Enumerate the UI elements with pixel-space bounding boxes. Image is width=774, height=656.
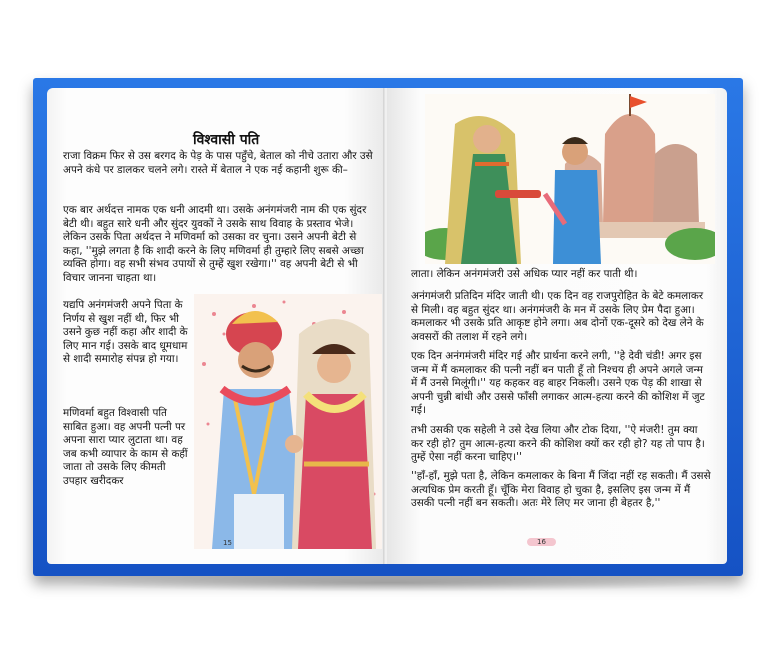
page-number-left: 15 [223, 539, 232, 547]
right-paragraph-5: ''हाँ-हाँ, मुझे पता है, लेकिन कमलाकर के बिना मैं जिंदा नहीं रह सकती। मैं उससे अत्यधिक प्रेम करती हूँ। चूँकि मेरा विवाह हो चुका है, इसलिए इस जन्म में मैं उसकी पत्नी नहीं बन सकती। अतः मेरे लिए मर जाना ही बेहतर है,'' [411, 470, 711, 510]
left-paragraph-4: मणिवर्मा बहुत विश्वासी पति साबित हुआ। वह अपनी पत्नी पर अपना सारा प्यार लुटाता था। वह जब कभी व्यापार के काम से कहीं जाता तो उसके लिए कीमती उपहार खरीदकर [63, 407, 188, 487]
left-paragraph-1: राजा विक्रम फिर से उस बरगद के पेड़ के पास पहुँचे, बेताल को नीचे उतारा और उसे अपने कंधे पर डालकर चलने लगे। रास्ते में बेताल ने एक नई कहानी शुरू की– [63, 150, 373, 176]
right-paragraph-1: लाता। लेकिन अनंगमंजरी उसे अधिक प्यार नहीं कर पाती थी। [411, 268, 638, 280]
right-paragraph-4: तभी उसकी एक सहेली ने उसे देख लिया और टोक दिया, ''ऐ मंजरी! तुम क्या कर रही हो? तुम आत्म-हत्या करने की कोशिश क्यों कर रही हो? यह तो पाप है। तुम्हें ऐसा नहीं करना चाहिए।'' [411, 424, 705, 464]
wedding-illustration [194, 294, 382, 549]
left-page [47, 88, 385, 564]
right-paragraph-3: एक दिन अनंगमंजरी मंदिर गई और प्रार्थना करने लगी, ''हे देवी चंडी! अगर इस जन्म में मैं कमलाकर की पत्नी नहीं बन पाती हूँ तो निश्चय ही अपने अगले जन्म में मैं उनसे मिलूंगी।'' यह कहकर वह बाहर निकली। उसने एक पेड़ की शाखा से अपनी चुन्नी बांधी और उससे फाँसी लगाकर आत्म-हत्या करने की कोशिश में जुट गई। [411, 350, 705, 417]
left-paragraph-3: यद्यपि अनंगमंजरी अपने पिता के निर्णय से खुश नहीं थी, फिर भी उसने कुछ नहीं कहा और शादी के लिए मान गई। उसके बाद धूमधाम से शादी समारोह संपन्न हो गया। [63, 299, 188, 366]
right-page [387, 88, 727, 564]
page-number-right: 16 [527, 538, 556, 546]
story-title: विश्वासी पति [193, 132, 260, 148]
right-paragraph-2: अनंगमंजरी प्रतिदिन मंदिर जाती थी। एक दिन वह राजपुरोहित के बेटे कमलाकर से मिली। वह बहुत सुंदर था। अनंगमंजरी के मन में उसके लिए प्रेम पैदा हुआ। कमलाकर भी उसके प्रति आकृष्ट होने लगा। अब दोनों एक-दूसरे को देख लेने के अवसरों की तलाश में रहने लगे। [411, 290, 704, 343]
book-shadow [60, 574, 720, 592]
left-paragraph-2: एक बार अर्थदत्त नामक एक धनी आदमी था। उसके अनंगमंजरी नाम की एक सुंदर बेटी थी। बहुत सारे धनी और सुंदर युवकों ने उसके साथ विवाह के प्रस्ताव भेजे। लेकिन उसके पिता अर्थदत्त ने मणिवर्मा को उसका वर चुना। उसने अपनी बेटी से कहा, ''मुझे लगता है कि शादी करने के लिए मणिवर्मा ही तुम्हारे लिए सबसे अच्छा व्यक्ति होगा। वह सभी संभव उपायों से तुम्हें खुश रखेगा।'' वह अपनी बेटी से भी विचार जानना चाहता था। [63, 204, 367, 284]
temple-illustration [425, 94, 715, 264]
